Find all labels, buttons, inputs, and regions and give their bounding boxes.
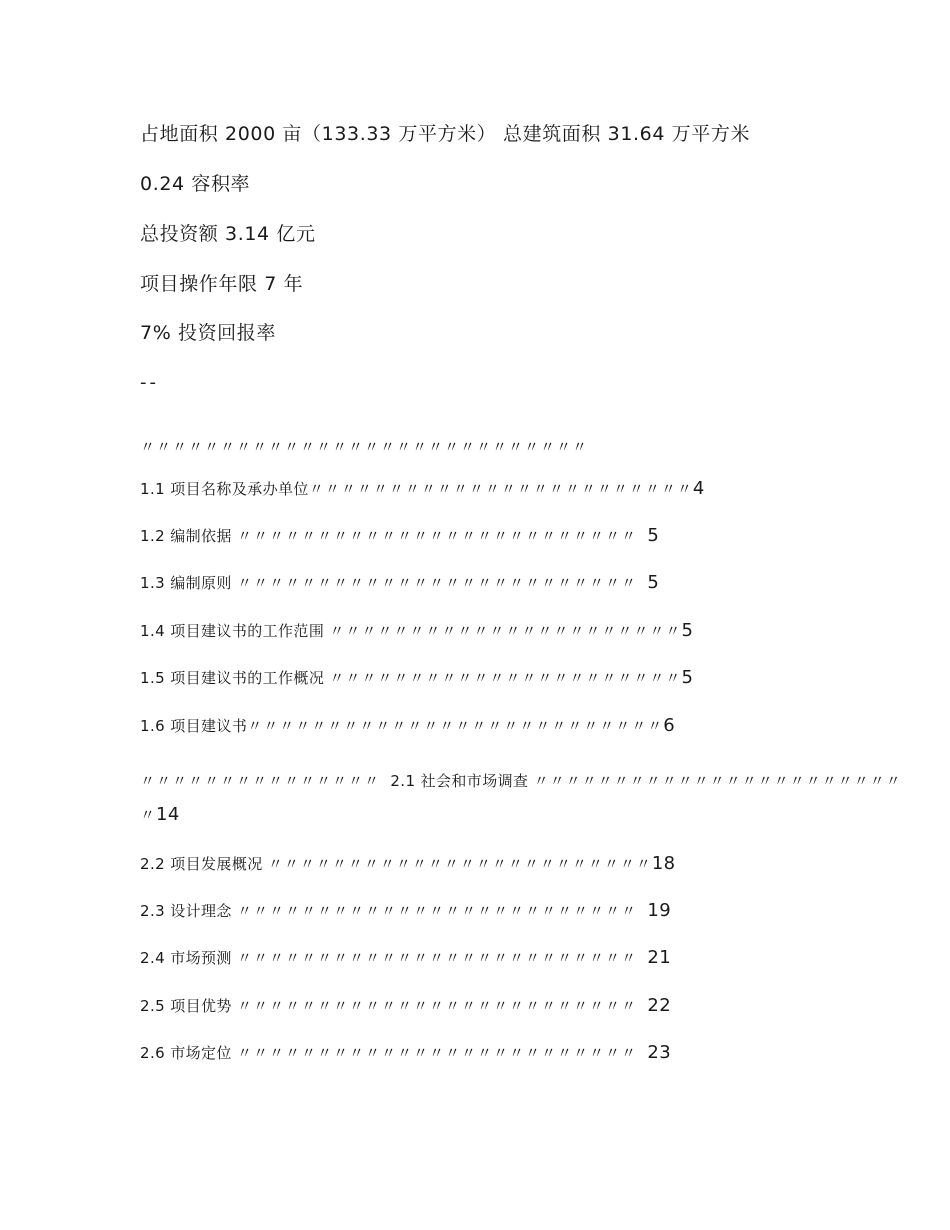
toc-leader: 〃〃〃〃〃〃〃〃〃〃〃〃〃〃〃〃〃〃〃〃〃〃〃〃〃 [237, 527, 638, 545]
toc-page-number: 5 [647, 572, 660, 593]
toc-number: 2.2 [140, 855, 166, 873]
toc-entry[interactable] [140, 620, 693, 641]
toc-number: 1.3 [140, 574, 166, 592]
toc-leader: 〃 [140, 806, 157, 824]
toc-title: 项目建议书的工作概况 [170, 669, 325, 687]
toc-number: 2.4 [140, 949, 166, 967]
toc-entry[interactable] [140, 715, 675, 736]
return-rate-line: 7% 投资回报率 [140, 322, 276, 344]
toc-page-number: 5 [681, 667, 694, 688]
toc-number: 1.5 [140, 669, 166, 687]
toc-page-number: 21 [647, 947, 672, 968]
toc-entry[interactable] [140, 853, 676, 874]
toc-number: 2.6 [140, 1044, 166, 1062]
toc-title: 项目建议书的工作范围 [170, 622, 325, 640]
toc-leader: 〃〃〃〃〃〃〃〃〃〃〃〃〃〃〃〃〃〃〃〃〃〃〃〃〃〃 [247, 717, 664, 735]
toc-title: 编制原则 [170, 574, 232, 592]
toc-leader: 〃〃〃〃〃〃〃〃〃〃〃〃〃〃〃〃〃〃〃〃〃〃〃〃 [267, 855, 652, 873]
toc-title: 项目名称及承办单位 [170, 480, 309, 498]
toc-page-number: 18 [651, 853, 676, 874]
toc-page-number: 5 [681, 620, 694, 641]
toc-leader: 〃〃〃〃〃〃〃〃〃〃〃〃〃〃〃〃〃〃〃〃〃〃〃 [533, 772, 902, 790]
toc-leader: 〃〃〃〃〃〃〃〃〃〃〃〃〃〃〃〃〃〃〃〃〃〃 [329, 622, 682, 640]
toc-page-number: 22 [647, 995, 672, 1016]
toc-number: 1.2 [140, 527, 166, 545]
toc-page-number: 23 [647, 1042, 672, 1063]
toc-entry[interactable] [140, 667, 693, 688]
toc-leader: 〃〃〃〃〃〃〃〃〃〃〃〃〃〃〃〃〃〃〃〃〃〃〃〃〃 [237, 949, 638, 967]
toc-number: 1.1 [140, 480, 166, 498]
toc-leader: 〃〃〃〃〃〃〃〃〃〃〃〃〃〃〃〃〃〃〃〃〃〃〃〃〃 [237, 1044, 638, 1062]
toc-leader: 〃〃〃〃〃〃〃〃〃〃〃〃〃〃〃〃〃〃〃〃〃〃〃〃〃 [237, 574, 638, 592]
toc-title: 项目优势 [170, 997, 232, 1015]
toc-page-number: 6 [663, 715, 676, 736]
toc-title: 社会和市场调查 [420, 772, 529, 790]
toc-leader: 〃〃〃〃〃〃〃〃〃〃〃〃〃〃〃〃〃〃〃〃〃〃 [329, 669, 682, 687]
toc-entry[interactable] [140, 947, 671, 968]
toc-number: 2.1 [390, 772, 416, 790]
toc-entry[interactable] [140, 995, 671, 1016]
toc-entry-wrapped[interactable] [140, 770, 902, 791]
toc-number: 1.6 [140, 717, 166, 735]
land-area-line: 占地面积 2000 亩（133.33 万平方米） 总建筑面积 31.64 万平方米 [140, 123, 751, 145]
toc-title: 编制依据 [170, 527, 232, 545]
toc-entry[interactable] [140, 900, 671, 921]
toc-leader: 〃〃〃〃〃〃〃〃〃〃〃〃〃〃〃〃〃〃〃〃〃〃〃〃〃 [237, 997, 638, 1015]
toc-number: 2.5 [140, 997, 166, 1015]
toc-title: 市场定位 [170, 1044, 232, 1062]
toc-entry[interactable] [140, 525, 659, 546]
toc-leader: 〃〃〃〃〃〃〃〃〃〃〃〃〃〃〃〃〃〃〃〃〃〃〃〃〃 [237, 902, 638, 920]
toc-number: 2.3 [140, 902, 166, 920]
project-duration-line: 项目操作年限 7 年 [140, 273, 304, 295]
toc-entry[interactable] [140, 478, 705, 499]
separator: -- [140, 372, 159, 393]
plot-ratio-line: 0.24 容积率 [140, 173, 251, 195]
toc-entry[interactable] [140, 572, 659, 593]
toc-page-number: 14 [156, 804, 180, 825]
toc-entry[interactable] [140, 1042, 671, 1063]
toc-title: 项目建议书 [170, 717, 248, 735]
toc-title: 设计理念 [170, 902, 232, 920]
toc-title: 项目发展概况 [170, 855, 263, 873]
total-investment-line: 总投资额 3.14 亿元 [140, 223, 316, 245]
toc-page-number: 4 [692, 478, 705, 499]
toc-leader: 〃〃〃〃〃〃〃〃〃〃〃〃〃〃〃〃〃〃〃〃〃〃〃〃 [308, 480, 693, 498]
toc-title: 市场预测 [170, 949, 232, 967]
toc-page-number: 5 [647, 525, 660, 546]
toc-number: 1.4 [140, 622, 166, 640]
toc-leader-prefix: 〃〃〃〃〃〃〃〃〃〃〃〃〃〃〃 [140, 772, 381, 790]
leader-line: 〃〃〃〃〃〃〃〃〃〃〃〃〃〃〃〃〃〃〃〃〃〃〃〃〃〃〃〃 [140, 438, 589, 456]
toc-page-number: 19 [647, 900, 672, 921]
toc-entry-wrapped-continuation[interactable] [140, 804, 180, 825]
